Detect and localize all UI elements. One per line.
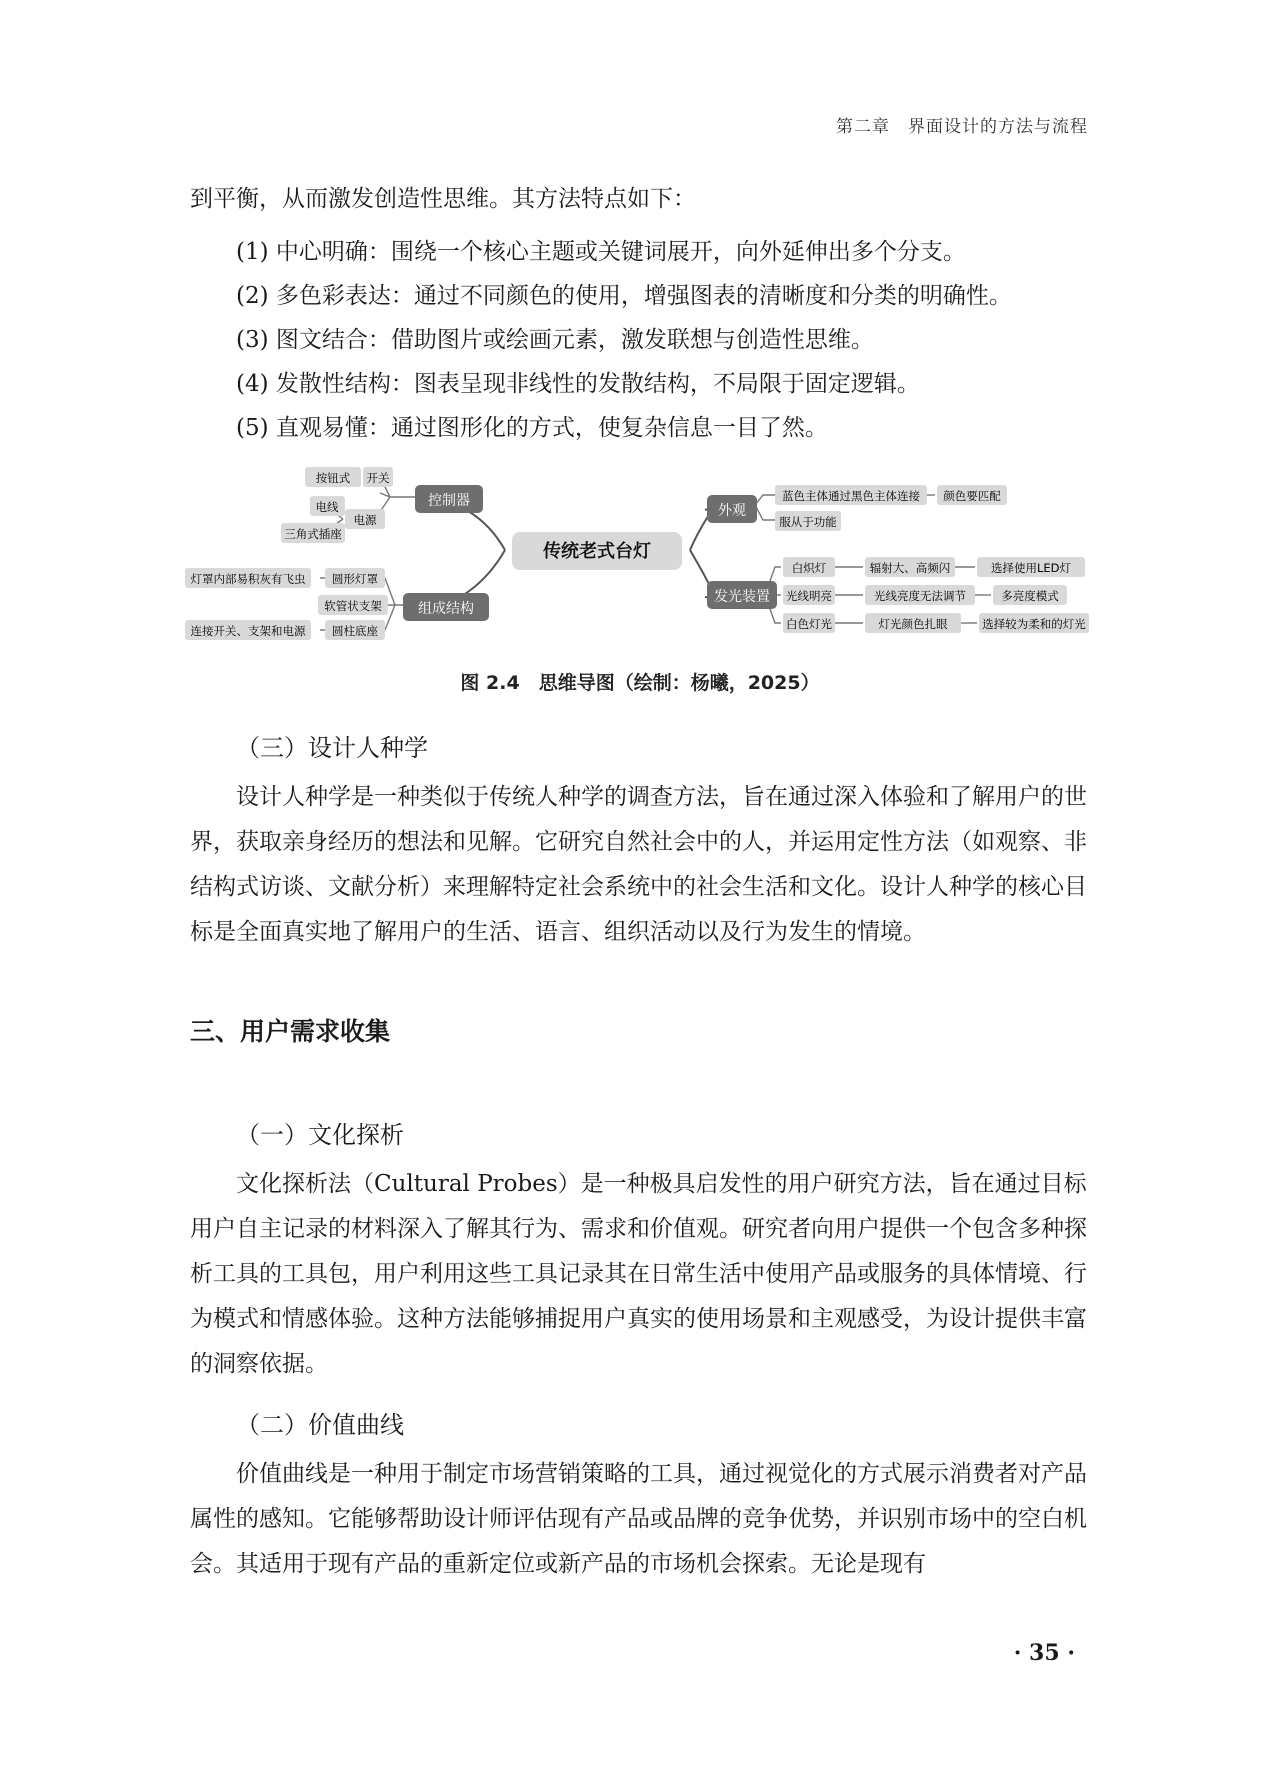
- paragraph-design-ethnography: 设计人种学是一种类似于传统人种学的调查方法，旨在通过深入体验和了解用户的世界，获取亲身经历的想法和见解。它研究自然社会中的人，并运用定性方法（如观察、非结构式访谈、文献分析）来理解特定社会系统中的社会生活和文化。设计人种学的核心目标是全面真实地了解用户的生活、语言、组织活动以及行为发生的情境。: [190, 784, 1087, 945]
- section-title-user-needs: 三、用户需求收集: [190, 1017, 391, 1046]
- mindmap-leaf-color-match: 颜色要匹配: [943, 489, 1001, 503]
- feature-item-1: (1) 中心明确：围绕一个核心主题或关键词展开，向外延伸出多个分支。: [236, 239, 966, 265]
- mindmap-leaf-soft-light: 选择较为柔和的灯光: [982, 617, 1086, 631]
- mindmap-branch-light: 发光装置: [714, 589, 770, 605]
- feature-item-2: (2) 多色彩表达：通过不同颜色的使用，增强图表的清晰度和分类的明确性。: [236, 283, 1012, 309]
- mind-map-figure: [185, 455, 1090, 645]
- mindmap-leaf-power: 电源: [353, 513, 377, 527]
- figure-caption: 图 2.4 思维导图（绘制：杨曦，2025）: [460, 672, 820, 694]
- mindmap-leaf-form-follow: 服从于功能: [779, 515, 837, 529]
- page-number: · 35 ·: [1013, 1640, 1075, 1666]
- mindmap-leaf-radiation: 辐射大、高频闪: [869, 561, 951, 575]
- heading-cultural-probes: （一）文化探析: [236, 1121, 404, 1149]
- mindmap-leaf-hose-stand: 软管状支架: [324, 599, 382, 613]
- mindmap-leaf-multi-mode: 多亮度模式: [1001, 589, 1059, 603]
- mindmap-branch-appearance: 外观: [718, 503, 746, 519]
- feature-item-3: (3) 图文结合：借助图片或绘画元素，激发联想与创造性思维。: [236, 327, 874, 353]
- mindmap-leaf-round-shade: 圆形灯罩: [332, 572, 378, 586]
- intro-paragraph-line: 到平衡，从而激发创造性思维。其方法特点如下：: [190, 186, 696, 212]
- mindmap-leaf-button-style: 按钮式: [315, 471, 351, 485]
- paragraph-cultural-probes: 文化探析法（Cultural Probes）是一种极具启发性的用户研究方法，旨在通过目标用户自主记录的材料深入了解其行为、需求和价值观。研究者向用户提供一个包含多种探析工具的工具包，用户利用这些工具记录其在日常生活中使用产品或服务的具体情境、行为模式和情感体验。这种方法能够捕捉用户真实的使用场景和主观感受，为设计提供丰富的洞察依据。: [190, 1171, 1087, 1377]
- heading-design-ethnography: （三）设计人种学: [236, 734, 428, 762]
- feature-item-4: (4) 发散性结构：图表呈现非线性的发散结构，不局限于固定逻辑。: [236, 371, 920, 397]
- mindmap-leaf-wire: 电线: [315, 500, 339, 514]
- mindmap-leaf-incandescent: 白炽灯: [791, 561, 827, 575]
- running-head: 第二章 界面设计的方法与流程: [836, 117, 1088, 137]
- feature-item-5: (5) 直观易懂：通过图形化的方式，使复杂信息一目了然。: [236, 415, 828, 441]
- mindmap-leaf-triangle-plug: 三角式插座: [284, 527, 342, 541]
- mindmap-center: 传统老式台灯: [543, 541, 651, 562]
- mindmap-leaf-glare: 灯光颜色扎眼: [878, 617, 948, 631]
- mindmap-branch-controller: 控制器: [428, 493, 470, 509]
- mindmap-leaf-switch: 开关: [366, 471, 390, 485]
- mindmap-leaf-bright: 光线明亮: [786, 589, 832, 603]
- mindmap-leaf-choose-led: 选择使用LED灯: [990, 561, 1072, 575]
- mindmap-leaf-blue-body: 蓝色主体通过黑色主体连接: [782, 489, 920, 503]
- mindmap-leaf-no-adjust: 光线亮度无法调节: [874, 589, 966, 603]
- mindmap-leaf-connect: 连接开关、支架和电源: [190, 624, 306, 638]
- heading-value-curve: （二）价值曲线: [236, 1411, 404, 1439]
- mindmap-branch-structure: 组成结构: [418, 601, 474, 617]
- paragraph-value-curve: 价值曲线是一种用于制定市场营销策略的工具，通过视觉化的方式展示消费者对产品属性的感知。它能够帮助设计师评估现有产品或品牌的竞争优势，并识别市场中的空白机会。其适用于现有产品的重新定位或新产品的市场机会探索。无论是现有: [190, 1461, 1087, 1577]
- mindmap-leaf-dust: 灯罩内部易积灰有飞虫: [190, 572, 306, 586]
- mindmap-leaf-cylinder-base: 圆柱底座: [332, 624, 378, 638]
- mindmap-leaf-white-light: 白色灯光: [786, 617, 832, 631]
